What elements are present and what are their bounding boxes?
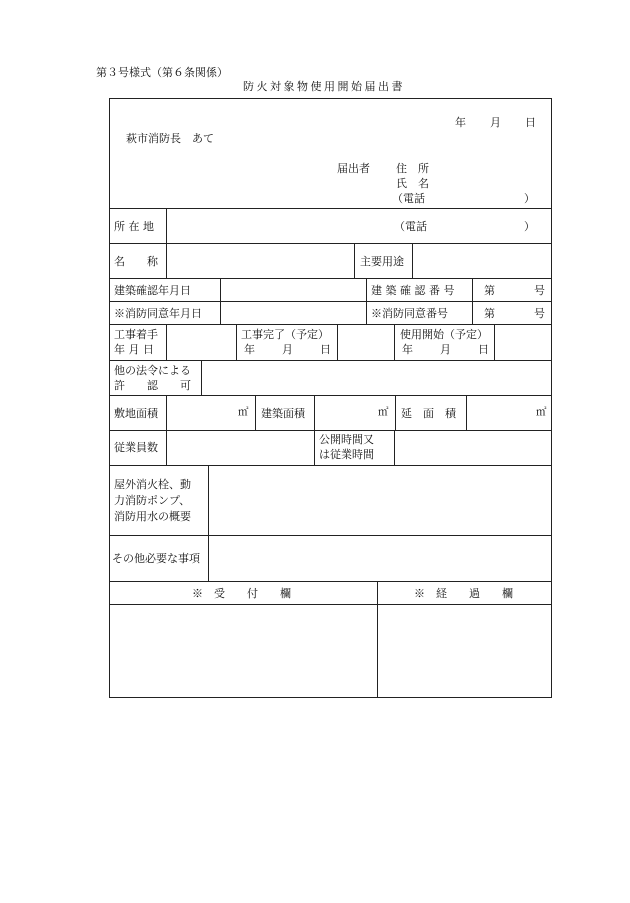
applicant-name-label: 氏 名	[396, 177, 429, 190]
location-phone-close: ）	[524, 220, 535, 233]
equipment-label-3: 消防用水の概要	[114, 510, 191, 523]
date-year: 年	[455, 116, 466, 129]
progress-label: ※ 経 過 欄	[414, 587, 513, 600]
row-divider	[109, 360, 552, 361]
col-divider	[395, 395, 396, 430]
floor-area-label: 延 面 積	[401, 407, 456, 420]
fire-consent-no-prefix: 第	[484, 307, 495, 320]
build-confirm-date-label: 建築確認年月日	[114, 284, 191, 297]
applicant-label: 届出者	[337, 162, 370, 175]
building-area-unit: ㎡	[378, 406, 389, 418]
form-title: 防火対象物使用開始届出書	[243, 80, 405, 93]
col-divider	[166, 395, 167, 465]
col-divider	[466, 395, 467, 430]
permit-label-1: 他の法令による	[114, 364, 191, 377]
applicant-phone-close: ）	[524, 192, 535, 205]
permit-label-2: 許 認 可	[114, 379, 191, 392]
use-start-day: 日	[478, 343, 489, 356]
addressee: 萩市消防長 あて	[126, 132, 214, 145]
row-divider	[109, 278, 552, 279]
work-done-day: 日	[320, 343, 331, 356]
row-divider	[109, 535, 552, 536]
col-divider	[412, 243, 413, 278]
row-divider	[109, 324, 552, 325]
building-area-label: 建築面積	[261, 407, 305, 420]
col-divider	[255, 395, 256, 430]
floor-area-unit: ㎡	[536, 406, 547, 418]
col-divider	[166, 324, 167, 360]
form-table	[109, 98, 552, 698]
site-area-unit: ㎡	[238, 406, 249, 418]
use-start-month: 月	[440, 343, 451, 356]
date-month: 月	[490, 116, 501, 129]
col-divider	[394, 430, 395, 465]
col-divider	[314, 395, 315, 465]
col-divider	[366, 278, 367, 324]
row-divider	[109, 301, 552, 302]
work-done-label: 工事完了（予定）	[241, 328, 329, 341]
build-confirm-no-label: 建 築 確 認 番 号	[371, 284, 455, 297]
main-use-label: 主要用途	[360, 255, 404, 268]
name-label: 名 称	[114, 255, 158, 268]
col-divider	[394, 324, 395, 360]
location-label: 所 在 地	[114, 220, 154, 233]
col-divider	[236, 324, 237, 360]
hours-label-2: は従業時間	[319, 448, 374, 461]
col-divider	[494, 324, 495, 360]
row-divider	[109, 604, 552, 605]
location-phone-open: （電話	[394, 220, 427, 233]
col-divider	[472, 278, 473, 324]
fire-consent-date-label: ※消防同意年月日	[114, 307, 202, 320]
col-divider	[354, 243, 355, 278]
work-start-label-2: 年 月 日	[114, 343, 154, 356]
equipment-label-1: 屋外消火栓、動	[114, 478, 191, 491]
applicant-phone-open: （電話	[392, 192, 425, 205]
hours-label-1: 公開時間又	[319, 433, 374, 446]
col-divider	[201, 360, 202, 395]
work-done-year: 年	[244, 343, 255, 356]
fire-consent-no-label: ※消防同意番号	[371, 307, 448, 320]
row-divider	[109, 465, 552, 466]
row-divider	[109, 208, 552, 209]
row-divider	[109, 581, 552, 582]
form-number: 第３号様式（第６条関係）	[96, 66, 228, 79]
row-divider	[109, 243, 552, 244]
employees-label: 従業員数	[114, 441, 158, 454]
col-divider	[208, 465, 209, 581]
build-confirm-no-suffix: 号	[534, 284, 545, 297]
row-divider	[109, 430, 552, 431]
equipment-label-2: 力消防ポンプ、	[114, 494, 191, 507]
col-divider	[220, 278, 221, 324]
date-day: 日	[525, 116, 536, 129]
build-confirm-no-prefix: 第	[484, 284, 495, 297]
row-divider	[109, 395, 552, 396]
reception-label: ※ 受 付 欄	[192, 587, 291, 600]
work-start-label-1: 工事着手	[114, 328, 158, 341]
work-done-month: 月	[282, 343, 293, 356]
col-divider	[337, 324, 338, 360]
applicant-address-label: 住 所	[396, 162, 429, 175]
site-area-label: 敷地面積	[114, 407, 158, 420]
col-divider	[166, 208, 167, 278]
use-start-year: 年	[402, 343, 413, 356]
other-matters-label: その他必要な事項	[112, 552, 200, 565]
use-start-label: 使用開始（予定）	[400, 328, 488, 341]
fire-consent-no-suffix: 号	[534, 307, 545, 320]
col-divider	[377, 581, 378, 698]
